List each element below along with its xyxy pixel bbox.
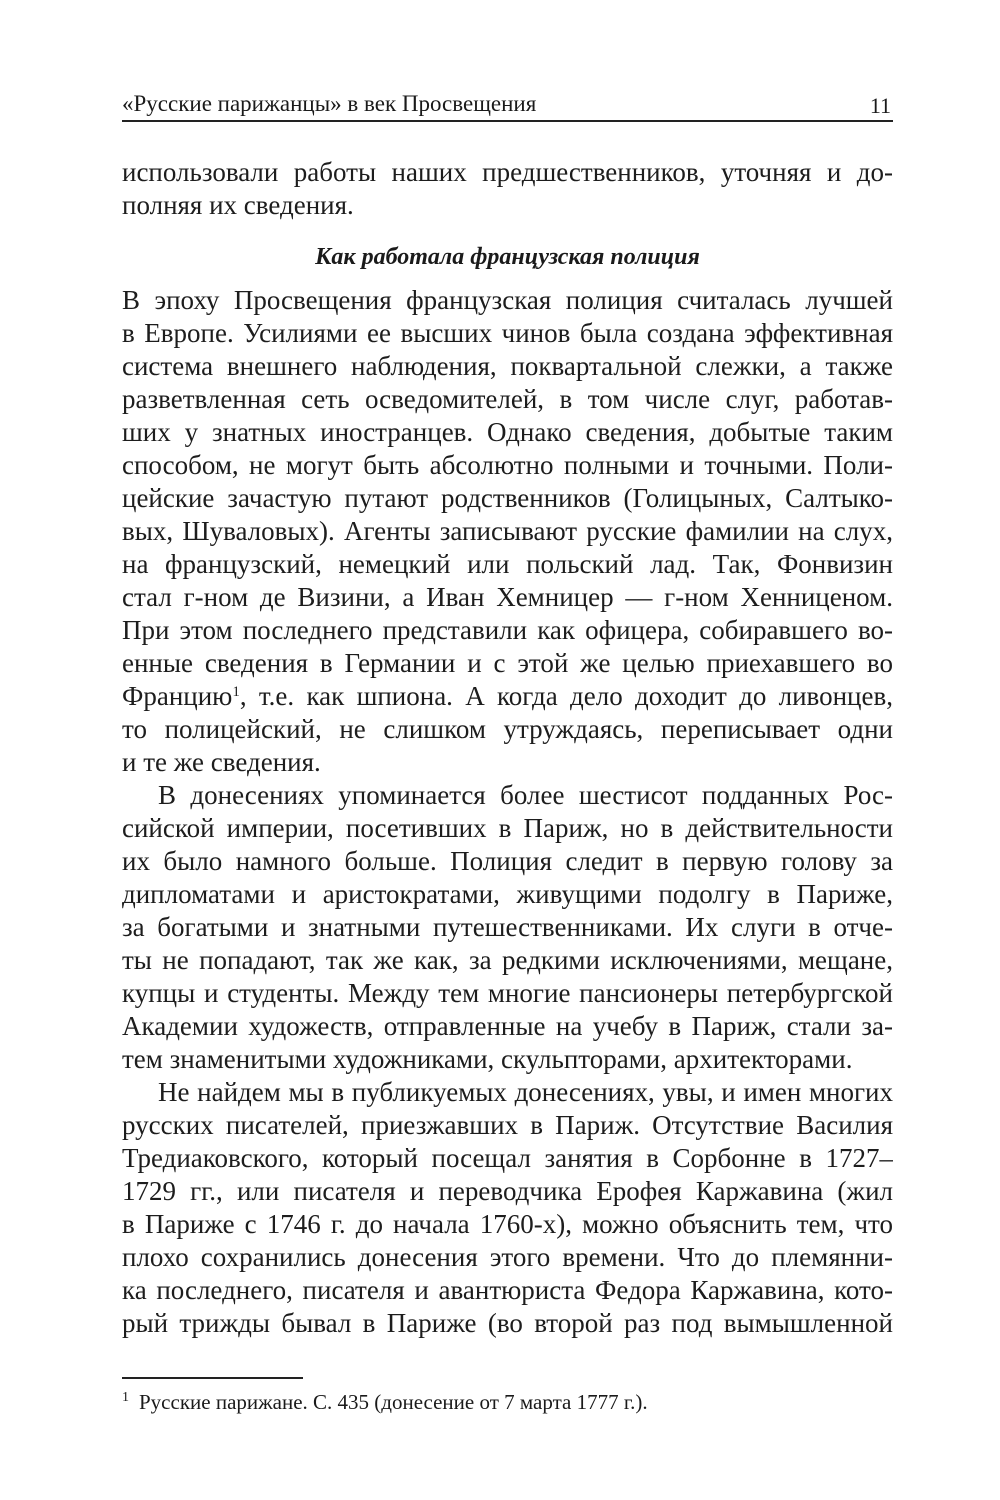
text-line: то полицейский, не слишком утруждаясь, переписывает одни [122, 714, 893, 744]
footnote [122, 1388, 893, 1416]
text-line: использовали работы наших предшественников, уточняя и до- [122, 157, 893, 187]
text-line: ших у знатных иностранцев. Однако сведения, добытые таким [122, 417, 893, 447]
text-line: рый трижды бывал в Париже (во второй раз под вымышленной [122, 1308, 893, 1338]
text-line: плохо сохранились донесения этого времени. Что до племянни- [122, 1242, 893, 1272]
text-line: Тредиаковского, который посещал занятия в Сорбонне в 1727– [122, 1143, 893, 1173]
text-line: В эпоху Просвещения французская полиция считалась лучшей [122, 285, 893, 315]
text-line: их было намного больше. Полиция следит в первую голову за [122, 846, 893, 876]
text-line-with-footnote [122, 680, 893, 713]
text-line: в Европе. Усилиями ее высших чинов была создана эффективная [122, 318, 893, 348]
text-line: енные сведения в Германии и с этой же целью приехавшего во [122, 648, 893, 678]
text-line: ка последнего, писателя и авантюриста Федора Каржавина, кото- [122, 1275, 893, 1305]
footnote-mark: 1 [122, 1390, 129, 1405]
text-line: тем знаменитыми художниками, скульпторами, архитекторами. [122, 1044, 853, 1074]
text-line: на французский, немецкий или польский лад. Так, Фонвизин [122, 549, 893, 579]
text-line: Не найдем мы в публикуемых донесениях, увы, и имен многих [158, 1077, 893, 1107]
section-heading: Как работала французская полиция [315, 244, 700, 270]
text-line: цейские зачастую путают родственников (Голицыных, Салтыко- [122, 483, 893, 513]
footnote-reference[interactable]: 1 [232, 684, 240, 700]
text-line: система внешнего наблюдения, поквартальной слежки, а также [122, 351, 893, 381]
footnote-text: Русские парижане. С. 435 (донесение от 7 марта 1777 г.). [139, 1390, 648, 1414]
text-line: купцы и студенты. Между тем многие пансионеры петербургской [122, 978, 893, 1008]
text-line: ты не попадают, так же как, за редкими исключениями, мещане, [122, 945, 893, 975]
text-line: сийской империи, посетивших в Париж, но в действительности [122, 813, 893, 843]
text-line: в Париже с 1746 г. до начала 1760-х), можно объяснить тем, что [122, 1209, 893, 1239]
footnote-divider [122, 1377, 303, 1379]
paragraph-3 [122, 1076, 893, 1340]
text-line: и те же сведения. [122, 747, 321, 777]
text-line: способом, не могут быть абсолютно полными и точными. Поли- [122, 450, 893, 480]
text-line: В донесениях упоминается более шестисот подданных Рос- [158, 780, 893, 810]
text-fragment: , т.е. как шпиона. А когда дело доходит до ливонцев, [239, 681, 893, 711]
paragraph-1 [122, 284, 893, 779]
running-title: «Русские парижанцы» в век Просвещения [122, 91, 537, 116]
text-line: Академии художеств, отправленные на учебу в Париж, стали за- [122, 1011, 893, 1041]
text-line: вых, Шуваловых). Агенты записывают русские фамилии на слух, [122, 516, 893, 546]
running-header [122, 86, 893, 122]
text-line: русских писателей, приезжавших в Париж. Отсутствие Василия [122, 1110, 893, 1140]
text-line: 1729 гг., или писателя и переводчика Ерофея Каржавина (жил [122, 1176, 893, 1206]
page-number: 11 [869, 93, 891, 118]
text-line: При этом последнего представили как офицера, собиравшего во- [122, 615, 893, 645]
text-line: дипломатами и аристократами, живущими подолгу в Париже, [122, 879, 893, 909]
text-line: разветвленная сеть осведомителей, в том числе слуг, работав- [122, 384, 893, 414]
text-line: за богатыми и знатными путешественниками. Их слуги в отче- [122, 912, 893, 942]
text-line: стал г-ном де Визини, а Иван Хемницер — г-ном Хенниценом. [122, 582, 893, 612]
text-line: полняя их сведения. [122, 190, 354, 220]
text-fragment: Францию [122, 681, 233, 711]
paragraph-2 [122, 779, 893, 1076]
intro-paragraph [122, 156, 893, 222]
